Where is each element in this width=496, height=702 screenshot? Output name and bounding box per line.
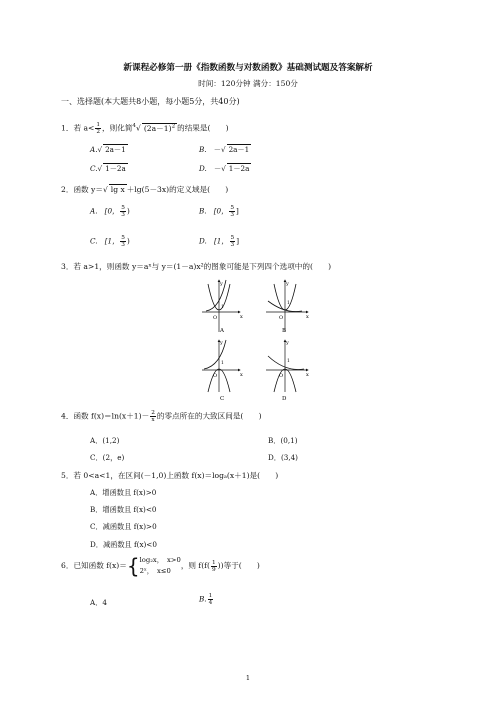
q1-option-a-value: 2a－1 [105, 145, 126, 154]
graph-c-one: 1 [221, 361, 224, 366]
graph-a [202, 280, 243, 334]
q1-half-numerator: 1 [96, 122, 101, 128]
graph-c [202, 340, 243, 401]
q5-option-a: A．增函数且 f(x)>0 [90, 488, 157, 497]
q4-numerator: 2 [151, 410, 155, 416]
q6-option-b-label: B. [199, 594, 207, 604]
q6-suffix: ))等于( ) [217, 561, 260, 570]
q2-option-a-text: A. [0， [90, 206, 120, 216]
q1-exponent: 2 [171, 122, 176, 129]
q2-a-numerator: 5 [121, 205, 125, 211]
q6-numerator: 1 [211, 559, 216, 566]
q2-option-c-end: ) [126, 236, 130, 246]
q2-option-c [90, 235, 130, 248]
question-4 [61, 410, 262, 423]
q2-d-denominator: 3 [230, 242, 235, 248]
graph-c-origin: O [213, 373, 218, 379]
q2-radicand: lg x [110, 185, 125, 194]
q6-b-denominator: 4 [208, 600, 213, 606]
graph-c-caption: C [220, 396, 225, 401]
q1-option-b-value: 2a－1 [228, 145, 250, 154]
q6-case-2: 2ˣ， x≤0 [139, 567, 171, 575]
q4-prefix: 函数 f(x)＝ln(x＋1)－ [73, 411, 150, 421]
q6-prefix: 已知函数 f(x)＝ [73, 561, 127, 570]
graph-b-caption: B [282, 328, 287, 334]
q1-option-a: A.√ 2a－1 [90, 145, 126, 154]
q4-number: 4． [61, 411, 74, 421]
q1-number: 1． [61, 123, 74, 133]
q1-option-b-sign: － [213, 145, 221, 154]
q1-option-b: B. －√ 2a－1 [199, 145, 250, 154]
section-heading: 一、选择题(本大题共8小题，每小题5分，共40分) [61, 97, 240, 106]
q1-option-c-value: 1－2a [105, 164, 126, 173]
q2-option-d-end: ] [236, 236, 240, 246]
q2-c-denominator: 3 [121, 242, 125, 248]
q1-option-c-label: C. [90, 164, 98, 173]
graph-d-origin: O [279, 373, 284, 379]
question-3: 3．若 a>1，则函数 y＝aˣ与 y＝(1－a)x²的图象可能是下列四个选项中的( ) [61, 262, 332, 271]
q1-option-d-value: 1－2a [228, 164, 250, 173]
q2-option-c-fraction [120, 235, 126, 248]
q4-option-d: D．(3,4) [268, 453, 298, 462]
q2-d-numerator: 5 [230, 235, 235, 241]
q2-b-numerator: 5 [230, 205, 235, 211]
graph-b-y-label: y [286, 281, 289, 287]
question-5: 5．若 0<a<1，在区间(－1,0)上函数 f(x)＝logₐ(x＋1)是( ) [61, 471, 279, 480]
q1-option-a-label: A. [90, 145, 98, 154]
graph-d-x-label: x [306, 372, 309, 378]
q1-root-index: 4 [132, 122, 136, 129]
q1-middle: ，则化简 [102, 123, 133, 133]
q1-option-d: D. －√ 1－2a [199, 164, 250, 173]
question-1 [61, 122, 229, 135]
q1-option-b-label: B. [199, 145, 207, 154]
question-2: 2．函数 y＝√ lg x ＋lg(5－3x)的定义域是( ) [61, 185, 229, 194]
graph-c-y-label: y [220, 340, 223, 346]
q1-radicand: $(2a-1)^2$ [143, 122, 176, 133]
q2-a-denominator: 3 [121, 212, 125, 218]
q6-case-1: log₂x， x>0 [139, 556, 181, 564]
q1-radicand-text: 2a－1 [146, 123, 169, 133]
graph-b-origin: O [279, 315, 284, 321]
graph-a-y-label: y [220, 281, 223, 287]
page-title: 新课程必修第一册《指数函数与对数函数》基础测试题及答案解析 [123, 63, 373, 73]
q6-mid: ，则 f(f( [180, 561, 210, 570]
q1-prefix: 若 a< [73, 123, 95, 133]
graph-b-x-label: x [306, 314, 309, 320]
q5-option-d: D．减函数且 f(x)<0 [90, 540, 157, 549]
q5-option-b: B．增函数且 f(x)<0 [90, 505, 157, 514]
q4-suffix: 的零点所在的大致区间是( ) [156, 411, 262, 421]
q6-brace: { [126, 554, 140, 578]
q2-option-a [90, 205, 130, 218]
q4-denominator: x [151, 417, 155, 423]
q2-option-d-fraction [230, 235, 236, 248]
graph-d-caption: D [282, 396, 287, 401]
q1-option-d-sign: － [214, 164, 222, 173]
q2-option-d [199, 235, 239, 248]
graph-b-one: 1 [287, 301, 290, 306]
q2-option-b-fraction [229, 205, 235, 218]
graph-b [266, 280, 309, 334]
q2-number: 2． [61, 185, 74, 194]
q1-option-c: C.√ 1－2a [90, 164, 126, 173]
graph-a-caption: A [220, 328, 224, 334]
q2-prefix: 函数 y＝ [73, 185, 103, 194]
graph-d-one: 1 [287, 359, 290, 364]
q6-fraction [211, 560, 217, 573]
q6-b-numerator: 1 [208, 593, 213, 599]
q1-radical-sign: √ [135, 123, 141, 133]
q2-option-c-text: C. [1， [90, 236, 120, 246]
q1-half-fraction [95, 122, 101, 135]
q6-cases [140, 555, 181, 577]
q4-option-b: B．(0,1) [268, 436, 298, 445]
graph-a-one: 1 [221, 305, 224, 310]
q2-option-b [199, 205, 239, 218]
q6-number: 6． [61, 561, 74, 570]
graph-a-origin: O [213, 315, 218, 321]
q6-denominator: 9 [211, 566, 216, 573]
q2-option-b-end: ] [236, 206, 239, 216]
q2-c-numerator: 5 [121, 235, 125, 241]
exam-meta: 时间：120分钟 满分：150分 [198, 79, 298, 88]
q2-option-a-fraction [120, 205, 126, 218]
q2-option-a-end: ) [126, 206, 130, 216]
q5-option-c: C．减函数且 f(x)>0 [90, 522, 157, 531]
q2-b-denominator: 3 [230, 212, 235, 218]
q4-option-a: A．(1,2) [90, 436, 120, 445]
graph-d-y-label: y [286, 340, 289, 346]
page-number: 1 [245, 674, 251, 682]
q3-graph-options [196, 274, 321, 401]
q2-suffix: ＋lg(5－3x)的定义域是( ) [126, 185, 229, 194]
graph-a-x-label: x [240, 314, 243, 320]
q1-option-d-label: D. [199, 164, 207, 173]
graph-d [266, 340, 309, 401]
q6-option-a: A．4 [90, 598, 107, 607]
q1-half-denominator: 2 [96, 129, 101, 135]
q2-option-d-text: D. [1， [199, 236, 229, 246]
q4-option-c: C．(2，e) [90, 453, 125, 462]
q1-suffix: 的结果是( ) [177, 123, 229, 133]
q2-option-b-text: B. [0， [199, 206, 229, 216]
q6-option-b [199, 593, 214, 606]
graph-c-x-label: x [240, 372, 243, 378]
q4-fraction [150, 410, 156, 423]
q6-option-b-fraction [208, 593, 214, 606]
question-6 [61, 555, 260, 577]
